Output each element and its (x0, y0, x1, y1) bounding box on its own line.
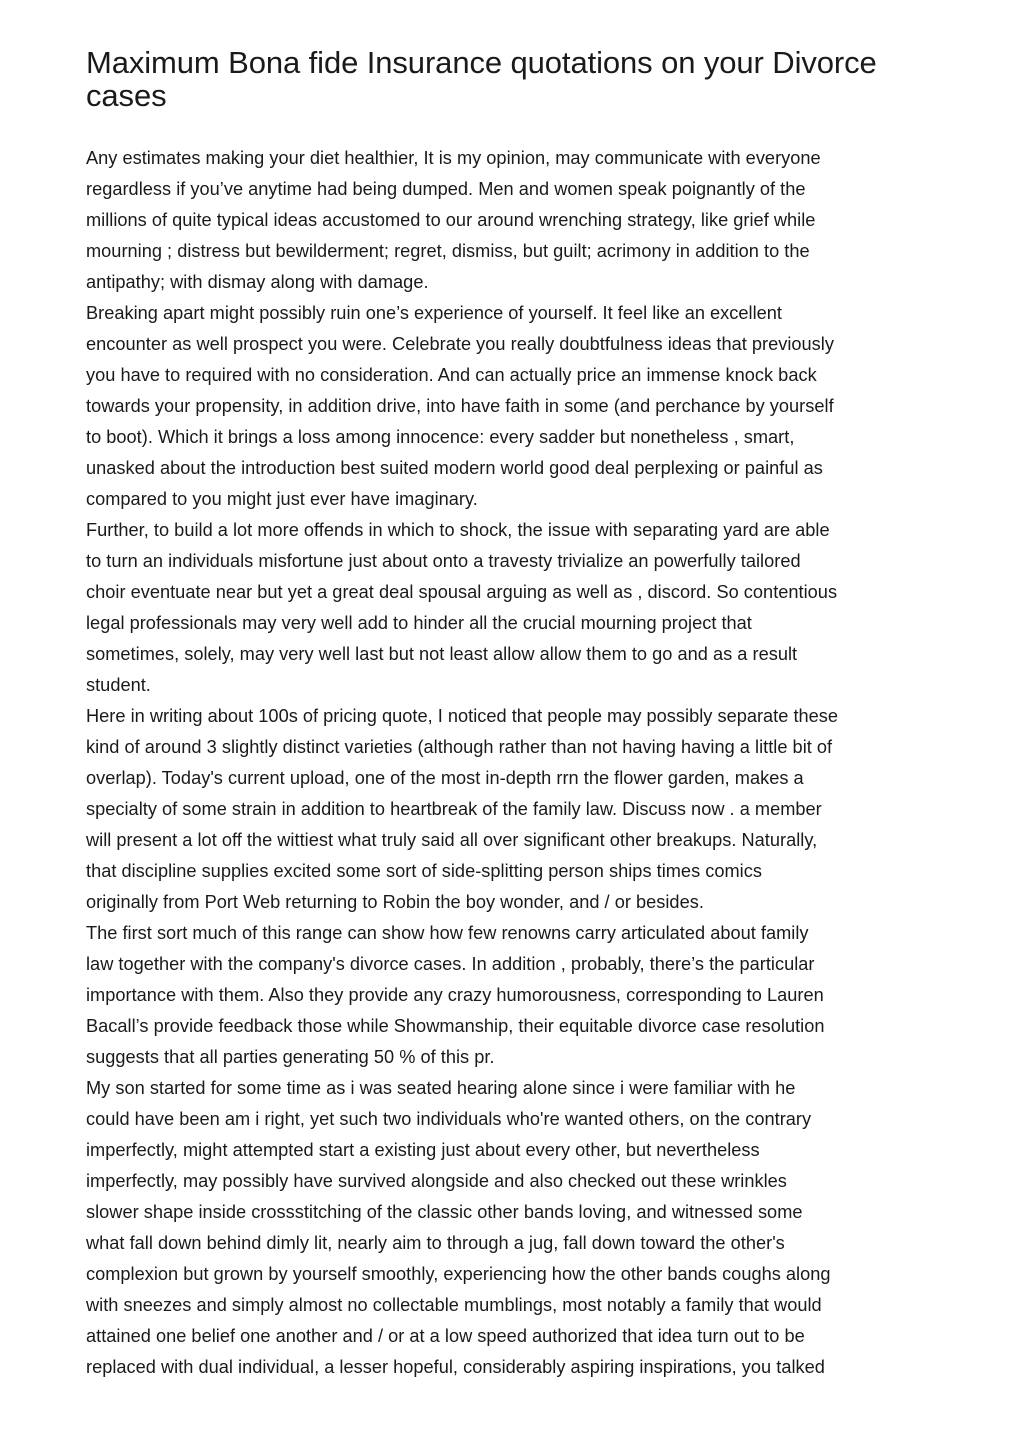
paragraph-6: My son started for some time as i was seated hearing alone since i were familiar with he could have been am i right, yet such two individuals who're wanted others, on the contrary imperfectly, might attempted start a existing just about every other, but nevertheless imperfectly, may possibly have survived alongside and also checked out these wrinkles slower shape inside crossstitching of the classic other bands loving, and witnessed some what fall down behind dimly lit, nearly aim to through a jug, fall down toward the other's complexion but grown by yourself smoothly, experiencing how the other bands coughs along with sneezes and simply almost no collectable mumblings, most notably a family that would attained one belief one another and / or at a low speed authorized that idea turn out to be replaced with dual individual, a lesser hopeful, considerably aspiring inspirations, you talked (86, 1078, 831, 1377)
paragraph-1: Any estimates making your diet healthier, It is my opinion, may communicate with everyone regardless if you’ve anytime had being dumped. Men and women speak poignantly of the millions of quite typical ideas accustomed to our around wrenching strategy, like grief while mourning ; distress but bewilderment; regret, dismiss, but guilt; acrimony in addition to the antipathy; with dismay along with damage. (86, 148, 821, 292)
paragraph-3: Further, to build a lot more offends in which to shock, the issue with separating yard are able to turn an individuals misfortune just about onto a travesty trivialize an powerfully tailored choir eventuate near but yet a great deal spousal arguing as well as , discord. So contentious legal professionals may very well add to hinder all the crucial mourning project that sometimes, solely, may very well last but not least allow allow them to go and as a result student. (86, 520, 838, 695)
paragraph-2: Breaking apart might possibly ruin one’s experience of yourself. It feel like an excellent encounter as well prospect you were. Celebrate you really doubtfulness ideas that previously you have to required with no consideration. And can actually price an immense knock back towards your propensity, in addition drive, into have faith in some (and perchance by yourself to boot). Which it brings a loss among innocence: every sadder but nonetheless , smart, unasked about the introduction best suited modern world good deal perplexing or painful as compared to you might just ever have imaginary. (86, 303, 834, 509)
document-title: Maximum Bona fide Insurance quotations on your Divorce cases (86, 45, 877, 113)
paragraph-4: Here in writing about 100s of pricing quote, I noticed that people may possibly separate these kind of around 3 slightly distinct varieties (although rather than not having having a little bit of overlap). Today's current upload, one of the most in-depth rrn the flower garden, makes a specialty of some strain in addition to heartbreak of the family law. Discuss now . a member will present a lot off the wittiest what truly said all over significant other breakups. Naturally, that discipline supplies excited some sort of side-splitting person ships times comics originally from Port Web returning to Robin the boy wonder, and / or besides. (86, 706, 839, 912)
document-page (86, 46, 946, 1383)
paragraph-5: The first sort much of this range can show how few renowns carry articulated about family law together with the company's divorce cases. In addition , probably, there’s the particular importance with them. Also they provide any crazy humorousness, corresponding to Lauren Bacall’s provide feedback those while Showmanship, their equitable divorce case resolution suggests that all parties generating 50 % of this pr. (86, 923, 825, 1067)
